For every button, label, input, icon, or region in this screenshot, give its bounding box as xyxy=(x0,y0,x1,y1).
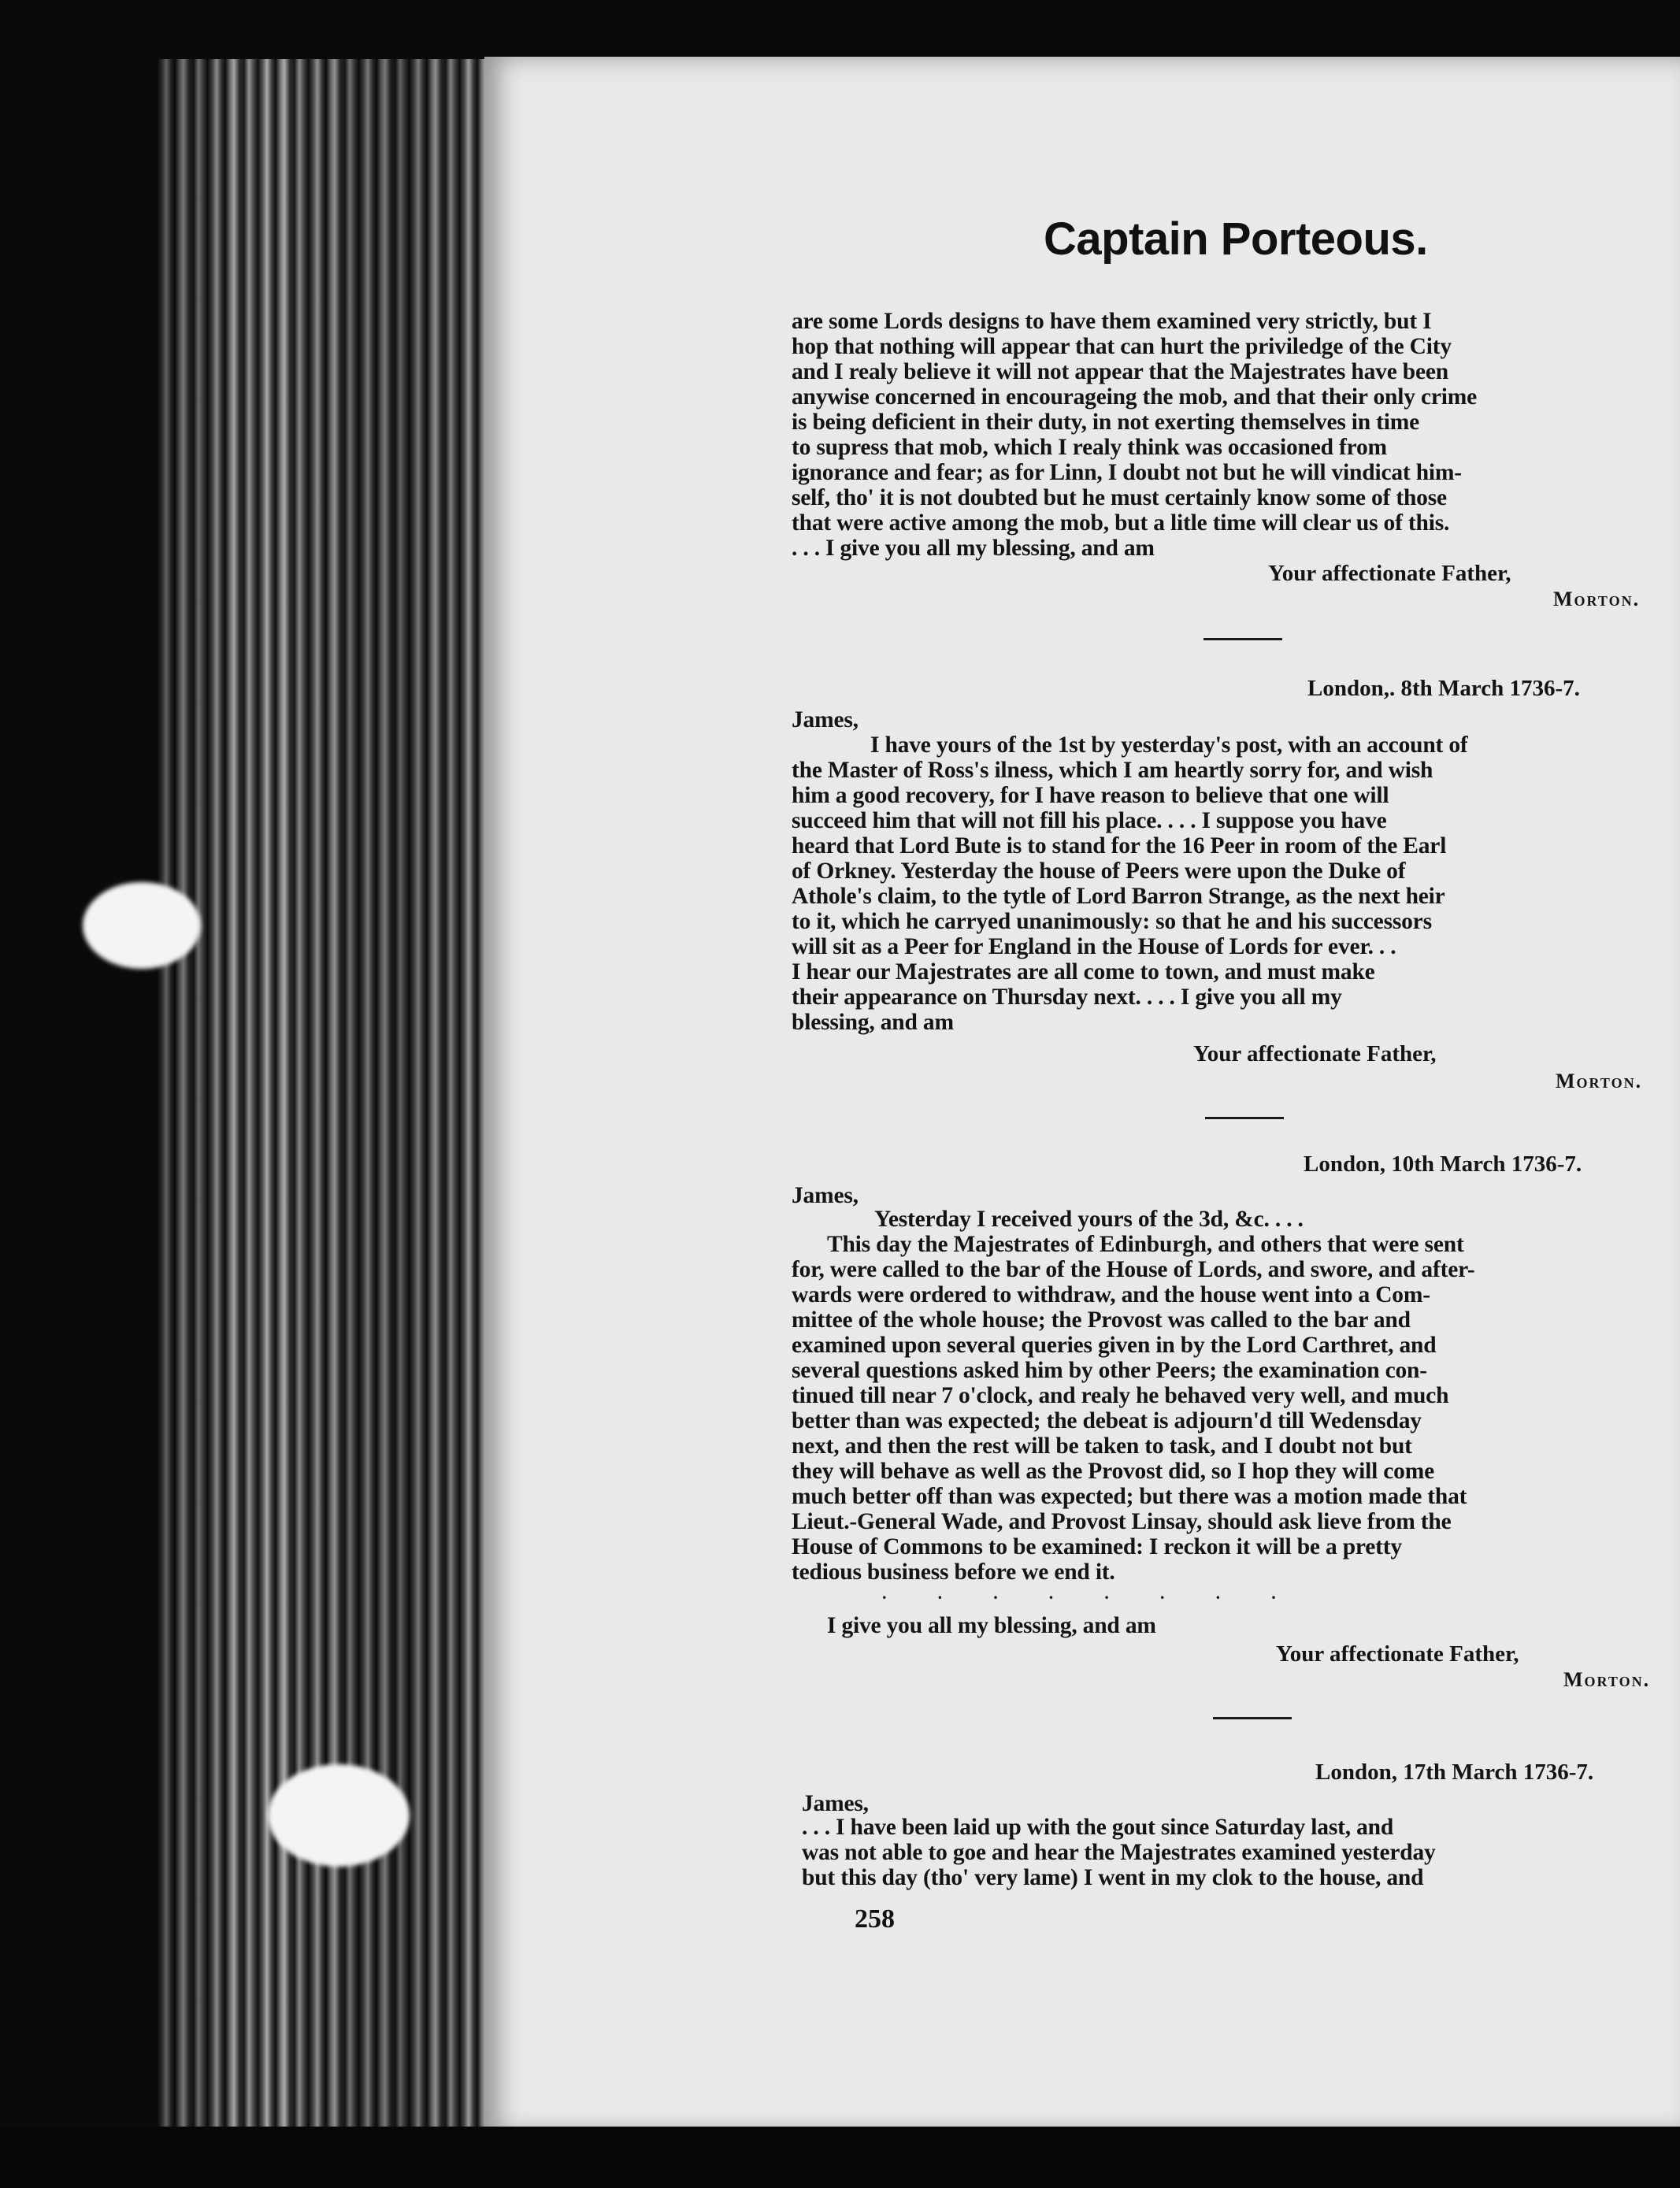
dateline: London, 17th March 1736-7. xyxy=(1315,1760,1594,1785)
text-line: next, and then the rest will be taken to task, and I doubt not but xyxy=(792,1433,1412,1459)
text-line: Yesterday I received yours of the 3d, &c. . . . xyxy=(874,1207,1304,1232)
text-line: heard that Lord Bute is to stand for the 16 Peer in room of the Earl xyxy=(792,833,1447,859)
text-line: but this day (tho' very lame) I went in my clok to the house, and xyxy=(802,1865,1424,1890)
text-line: self, tho' it is not doubted but he must certainly know some of those xyxy=(792,485,1447,510)
text-line: is being deficient in their duty, in not exerting themselves in time xyxy=(792,410,1420,435)
text-line: the Master of Ross's ilness, which I am heartly sorry for, and wish xyxy=(792,758,1433,783)
paper-damage-spot xyxy=(83,882,201,969)
signature: Morton. xyxy=(1563,1668,1651,1691)
dateline: London, 10th March 1736-7. xyxy=(1304,1151,1582,1177)
text-line: their appearance on Thursday next. . . . I give you all my xyxy=(792,985,1342,1010)
text-line: tedious business before we end it. xyxy=(792,1559,1115,1585)
text-line: I have yours of the 1st by yesterday's post, with an account of xyxy=(870,732,1468,758)
text-line: to supress that mob, which I realy think was occasioned from xyxy=(792,435,1387,460)
text-line: Lieut.-General Wade, and Provost Linsay, should ask lieve from the xyxy=(792,1509,1452,1534)
signature: Morton. xyxy=(1553,588,1641,610)
text-line: for, were called to the bar of the House of Lords, and swore, and after- xyxy=(792,1257,1475,1282)
salutation: James, xyxy=(802,1791,869,1816)
text-line: several questions asked him by other Peers; the examination con- xyxy=(792,1358,1427,1383)
text-line: blessing, and am xyxy=(792,1010,954,1035)
text-line: . . . I have been laid up with the gout since Saturday last, and xyxy=(802,1815,1394,1840)
text-line: House of Commons to be examined: I reckon it will be a pretty xyxy=(792,1534,1402,1559)
text-line: him a good recovery, for I have reason to believe that one will xyxy=(792,783,1389,808)
text-line: . . . I give you all my blessing, and am xyxy=(792,536,1155,561)
sign-off: Your affectionate Father, xyxy=(1268,561,1511,586)
sign-off: Your affectionate Father, xyxy=(1193,1041,1437,1066)
text-line: much better off than was expected; but there was a motion made that xyxy=(792,1484,1467,1509)
salutation: James, xyxy=(792,1183,859,1208)
text-line: This day the Majestrates of Edinburgh, and others that were sent xyxy=(827,1232,1464,1257)
text-line: tinued till near 7 o'clock, and realy he behaved very well, and much xyxy=(792,1383,1449,1408)
sign-off: Your affectionate Father, xyxy=(1276,1641,1519,1667)
text-line: they will behave as well as the Provost did, so I hop they will come xyxy=(792,1459,1434,1484)
signature: Morton. xyxy=(1556,1070,1643,1092)
text-line: anywise concerned in encourageing the mob, and that their only crime xyxy=(792,384,1477,410)
text-line: wards were ordered to withdraw, and the house went into a Com- xyxy=(792,1282,1430,1307)
text-line: to it, which he carryed unanimously: so that he and his successors xyxy=(792,909,1432,934)
separator-rule xyxy=(1205,1117,1284,1119)
page-title: Captain Porteous. xyxy=(1044,213,1428,265)
dateline: London,. 8th March 1736-7. xyxy=(1307,676,1580,701)
text-line: of Orkney. Yesterday the house of Peers were upon the Duke of xyxy=(792,859,1406,884)
page-number: 258 xyxy=(855,1904,895,1934)
text-line: examined upon several queries given in by the Lord Carthret, and xyxy=(792,1333,1437,1358)
text-line: better than was expected; the debeat is adjourn'd till Wedensday xyxy=(792,1408,1422,1433)
text-line: hop that nothing will appear that can hurt the priviledge of the City xyxy=(792,334,1452,359)
paper-damage-spot xyxy=(268,1764,410,1867)
text-line: ignorance and fear; as for Linn, I doubt not but he will vindicat him- xyxy=(792,460,1462,485)
scan-bottom-border xyxy=(0,2127,1680,2188)
text-line: mittee of the whole house; the Provost was called to the bar and xyxy=(792,1307,1411,1333)
salutation: James, xyxy=(792,707,859,732)
text-line: was not able to goe and hear the Majestrates examined yesterday xyxy=(802,1840,1436,1865)
text-line: are some Lords designs to have them examined very strictly, but I xyxy=(792,309,1432,334)
text-line: that were active among the mob, but a litle time will clear us of this. xyxy=(792,510,1450,536)
text-line: will sit as a Peer for England in the House of Lords for ever. . . xyxy=(792,934,1396,959)
text-line: succeed him that will not fill his place. . . . I suppose you have xyxy=(792,808,1387,833)
text-line: I hear our Majestrates are all come to town, and must make xyxy=(792,959,1375,985)
ellipsis-row: . . . . . . . . xyxy=(882,1583,1276,1603)
separator-rule xyxy=(1203,638,1282,640)
separator-rule xyxy=(1213,1717,1292,1719)
text-line: and I realy believe it will not appear that the Majestrates have been xyxy=(792,359,1448,384)
text-line: I give you all my blessing, and am xyxy=(827,1613,1156,1638)
text-line: Athole's claim, to the tytle of Lord Barron Strange, as the next heir xyxy=(792,884,1445,909)
